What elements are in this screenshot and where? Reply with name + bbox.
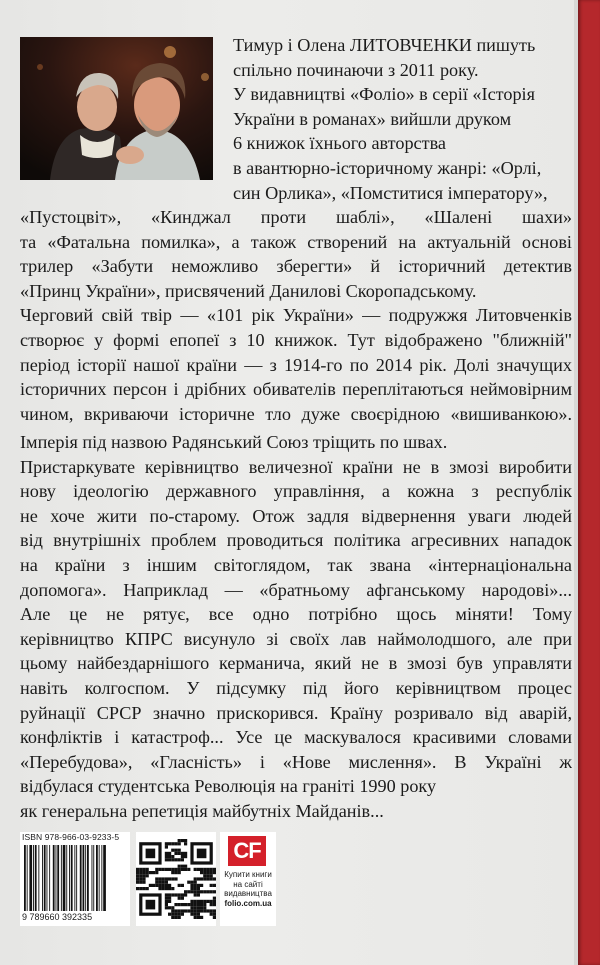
text-line: від внутрішніх проблем проводиться політика агресивних нападок (20, 530, 572, 551)
author-photo (20, 37, 213, 180)
text-line: період історії нашої країни — з 1914-го по 2014 рік. Долі значущих (20, 354, 572, 375)
bio-line: 6 книжок їхнього авторства (233, 133, 446, 154)
bio-line: спільно починаючи з 2011 року. (233, 59, 479, 80)
bio-line: Тимур і Олена ЛИТОВЧЕНКИ пишуть (233, 35, 536, 55)
barcode-number: 9 789660 392335 (22, 912, 93, 922)
barcode (20, 832, 130, 926)
qr-code-image (136, 839, 216, 919)
bio-line: в авантюрно-історичному жанрі: «Орлі, (233, 157, 542, 178)
isbn-label: ISBN 978-966-03-9233-5 (22, 832, 120, 842)
text-line: допомога». Наприклад — «братньому афганському народові»... (20, 579, 572, 600)
bio-line: України в романах» вийшли друком (233, 108, 512, 129)
text-line: створює у формі епопеї з 10 книжок. Тут відображено "ближній" (20, 329, 572, 350)
text-line: конфліктів і катастроф... Усе це маскувалося красивими словами (20, 727, 572, 748)
bio-line: син Орлика», «Помститися імператору», (233, 182, 548, 203)
author-bio (233, 33, 570, 205)
text-line: нову ідеологію державного управління, а кожна з республік (20, 481, 572, 502)
text-line: керівництво КПРС висунуло зі своїх лав наймолодшого, але при (20, 628, 572, 649)
barcode-bars (24, 845, 126, 911)
book-spine (578, 0, 600, 965)
text-line: Черговий свій твір — «101 рік України» — подружжя Литовченків (20, 305, 572, 326)
text-line: як генеральна репетиція майбутніх Майданів... (20, 800, 384, 821)
buy-online-text (220, 870, 276, 908)
bio-continuation (20, 205, 572, 426)
text-line: та «Фатальна помилка», а також створений на актуальній основі (20, 231, 572, 252)
publisher-badge (220, 832, 276, 926)
buy-line: folio.com.ua (224, 898, 272, 908)
text-line: історичних персон і дрібних обивателів переплітаються неймовірним (20, 379, 572, 400)
author-photo-image (20, 37, 213, 180)
text-line: «Принц України», присвячений Данилові Скоропадському. (20, 280, 477, 301)
text-line: руйнації СРСР значно прискорився. Країну розривало від аварій, (20, 702, 572, 723)
bio-line: У видавництві «Фоліо» в серії «Історія (233, 84, 535, 105)
qr-code (136, 832, 216, 926)
text-line: Пристаркувате керівництво величезної країни не в змозі виробити (20, 456, 572, 477)
text-line: трилер «Забути неможливо зберегти» й історичний детектив (20, 256, 572, 277)
text-line: Імперія під назвою Радянський Союз тріщить по швах. (20, 432, 448, 452)
publisher-logo: CF (228, 836, 266, 866)
text-line: відбулася студентська Революція на граніті 1990 року (20, 776, 437, 797)
text-line: цьому найбездарнішого керманича, який не в змозі був управляти (20, 653, 572, 674)
text-line: на країни з іншим світоглядом, так звана «інтернаціональна (20, 554, 572, 575)
text-line: навіть колгоспом. У підсумку під його керівництвом процес (20, 677, 572, 698)
text-line: чином, вкриваючи історичне тло дуже своєрідною «вишиванкою». (20, 403, 572, 424)
synopsis (20, 430, 572, 824)
text-line: Але це не рятує, все одно потрібно щось міняти! Тому (20, 604, 572, 625)
text-line: не хоче жити по-старому. Отож задля відвернення уваги людей (20, 505, 572, 526)
buy-line: на сайті (233, 879, 263, 889)
text-line: «Перебудова», «Гласність» і «Нове мислення». В Україні ж (20, 751, 572, 772)
buy-line: видавництва (224, 889, 272, 899)
buy-line: Купити книги (224, 870, 272, 879)
text-line: «Пустоцвіт», «Кинджал проти шаблі», «Шалені шахи» (20, 207, 572, 227)
